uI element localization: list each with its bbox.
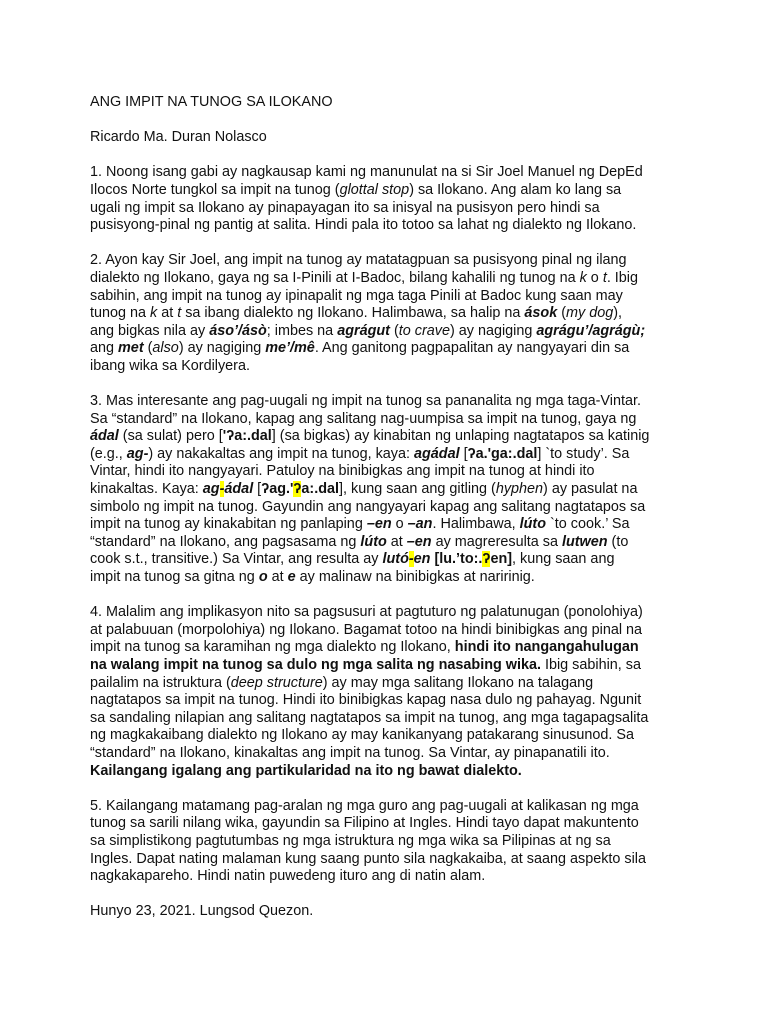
paragraph-gap xyxy=(90,780,728,798)
text-line xyxy=(90,164,728,182)
text-run: o xyxy=(391,516,408,533)
document-body xyxy=(90,94,728,921)
text-run: agrágut xyxy=(337,322,390,339)
text-run: ʔa.'ga:.dal xyxy=(467,445,538,462)
text-run: me’/mê xyxy=(265,340,315,357)
text-run: also xyxy=(152,340,179,357)
text-run: sa simplistikong pagtutumbas ng mga istruktura ng mga wika sa Pilipinas at ng sa xyxy=(90,832,611,849)
text-run: ʔ xyxy=(293,481,302,498)
text-run: - xyxy=(219,481,225,498)
text-run: met xyxy=(118,340,144,357)
text-line xyxy=(90,200,728,218)
text-run: impit na tunog sa karamihan ng mga dialekto ng Ilokano, xyxy=(90,639,455,656)
text-line xyxy=(90,639,728,657)
text-run: t xyxy=(177,305,182,322)
text-run: kinakaltas. Kaya: xyxy=(90,481,203,498)
text-run: ; imbes na xyxy=(266,322,338,339)
text-run: ) sa Ilokano. Ang alam ko lang sa xyxy=(409,181,622,198)
text-run: (to xyxy=(607,533,629,550)
text-run: agrágu’/agrágù; xyxy=(536,322,646,339)
text-run: sa ibang dialekto ng Ilokano. Halimbawa, sa halip na xyxy=(181,305,525,322)
text-run: “standard” na Ilokano, ang pagsasama ng xyxy=(90,533,361,550)
text-run: 1. Noong isang gabi ay nagkausap kami ng manunulat na si Sir Joel Manuel ng DepEd xyxy=(90,164,643,181)
text-line xyxy=(90,551,728,569)
text-line xyxy=(90,763,728,781)
text-run: Vintar, hindi ito nangyayari. Patuloy na binibigkas ang impit na tunog at hindi ito xyxy=(90,463,595,480)
text-run: en xyxy=(413,551,431,568)
text-run: áso’/ásò xyxy=(209,322,267,339)
text-run: . Ibig xyxy=(606,269,639,286)
text-line xyxy=(90,851,728,869)
text-run: , kung saan ang xyxy=(512,551,615,568)
text-run: ( xyxy=(557,305,567,322)
text-run: dialekto ng Ilokano, gaya ng sa I-Pinili at I-Badoc, bilang kahalili ng tunog na xyxy=(90,269,580,286)
text-run: ) ay nagiging xyxy=(178,340,266,357)
text-run: ang xyxy=(90,340,119,357)
text-run: lúto xyxy=(360,533,387,550)
text-run: pailalim na istruktura ( xyxy=(90,674,231,691)
text-line xyxy=(90,604,728,622)
paragraph-gap xyxy=(90,147,728,165)
text-line xyxy=(90,182,728,200)
paragraph-gap xyxy=(90,376,728,394)
text-run: e xyxy=(287,569,296,586)
text-run: ay magreresulta sa xyxy=(431,533,562,550)
text-line xyxy=(90,569,728,587)
text-run: lutwen xyxy=(561,533,608,550)
text-run: impit na tunog sa gitna ng xyxy=(90,569,259,586)
text-run: k xyxy=(150,305,158,322)
text-run: 3. Mas interesante ang pag-uugali ng impit na tunog sa pananalita ng mga taga-Vintar. xyxy=(90,393,641,410)
text-line xyxy=(90,252,728,270)
paragraph-gap xyxy=(90,112,728,130)
text-run: ay malinaw na binibigkas at naririnig. xyxy=(295,569,535,586)
text-run: at xyxy=(267,569,288,586)
text-line xyxy=(90,815,728,833)
text-run: ) ay may mga salitang Ilokano na talagang xyxy=(322,674,594,691)
text-line xyxy=(90,463,728,481)
text-run: Kailangang igalang ang partikularidad na ito ng bawat dialekto. xyxy=(90,762,522,779)
text-run: ádal xyxy=(224,481,254,498)
text-run: “standard” na Ilokano, kinakaltas ang impit na tunog. Sa Vintar, ay pinapanatili ito. xyxy=(90,744,610,761)
text-run: Hunyo 23, 2021. Lungsod Quezon. xyxy=(90,903,314,920)
text-run: 2. Ayon kay Sir Joel, ang impit na tunog ay matatagpuan sa pusisyong pinal ng ilang xyxy=(90,252,627,269)
text-run: (e.g., xyxy=(90,445,127,462)
text-run: nagtatapos sa impit na tunog. Hindi ito binibigkas kapag nasa dulo ng pahayag. Ngunit xyxy=(90,692,642,709)
text-run: . Halimbawa, xyxy=(432,516,520,533)
text-run: [ xyxy=(459,445,468,462)
text-run: lutó xyxy=(382,551,409,568)
text-run: o xyxy=(586,269,603,286)
text-line xyxy=(90,710,728,728)
text-line xyxy=(90,288,728,306)
text-run: t xyxy=(602,269,607,286)
text-run: impit na tunog ay kinakabitan ng panlaping xyxy=(90,516,367,533)
text-run: ( xyxy=(389,322,399,339)
text-line xyxy=(90,798,728,816)
text-line xyxy=(90,323,728,341)
text-line xyxy=(90,657,728,675)
text-line xyxy=(90,727,728,745)
text-run: tunog sa sarili nilang wika, gayundin sa Filipino at Ingles. Hindi tayo dapat makuntento xyxy=(90,815,639,832)
text-run: –en xyxy=(406,533,432,550)
text-run: agádal xyxy=(413,445,460,462)
text-run: ugali ng impit sa Ilokano ay pinapayagan ito sa inisyal na pusisyon pero hindi sa xyxy=(90,199,600,216)
paragraph-gap xyxy=(90,886,728,904)
text-run: tunog na xyxy=(90,305,151,322)
text-run: Ibig sabihin, sa xyxy=(540,657,641,673)
text-run: nagkakapareho. Hindi natin puwedeng ituro ang di natin alam. xyxy=(90,868,486,885)
text-run: en] xyxy=(490,551,513,568)
text-run: 'ʔa:.dal xyxy=(222,428,272,445)
text-run: ) ay nakakaltas ang impit na tunog, kaya: xyxy=(148,445,414,462)
text-run: at xyxy=(157,305,178,322)
text-line xyxy=(90,534,728,552)
text-run: ng magkakaibang dialekto ng Ilokano ay may kanikanyang patakarang sinusunod. Sa xyxy=(90,727,635,744)
text-run: [ xyxy=(253,481,262,498)
text-run: ] `to study’. Sa xyxy=(537,445,630,462)
text-run: a:.dal xyxy=(301,481,340,498)
text-run: 5. Kailangang matamang pag-aralan ng mga guro ang pag-uugali at kalikasan ng mga xyxy=(90,797,639,814)
text-run: ), xyxy=(613,305,623,322)
text-run: hyphen xyxy=(495,481,544,498)
text-run: simbolo ng impit na tunog. Gayundin ang nangyayari kapag ang salitang nagtatapos sa xyxy=(90,498,646,515)
text-run: cook s.t., transitive.) Sa Vintar, ang resulta ay xyxy=(90,551,383,568)
text-run: o xyxy=(258,569,268,586)
text-run: –en xyxy=(366,516,392,533)
text-line xyxy=(90,129,728,147)
text-run: k xyxy=(579,269,587,286)
text-line xyxy=(90,481,728,499)
text-run: at palabuuan (morpolohiya) ng Ilokano. Bagamat totoo na hindi binibigkas ang pinal na xyxy=(90,621,643,638)
text-run: Ricardo Ma. Duran Nolasco xyxy=(90,129,267,146)
text-run: ( xyxy=(143,340,153,357)
text-run: `to cook.’ Sa xyxy=(546,516,630,533)
text-run: to crave xyxy=(398,322,450,339)
paragraph-gap xyxy=(90,235,728,253)
text-line xyxy=(90,833,728,851)
text-line xyxy=(90,622,728,640)
text-run: at xyxy=(386,533,407,550)
text-run: ANG IMPIT NA TUNOG SA ILOKANO xyxy=(90,94,333,110)
text-line xyxy=(90,393,728,411)
text-run: [lu.’to:. xyxy=(430,551,483,568)
text-line xyxy=(90,692,728,710)
text-run: - xyxy=(408,551,414,568)
text-run: ádal xyxy=(90,428,119,445)
text-run: ibang wika sa Kordilyera. xyxy=(90,357,250,374)
text-run: glottal stop xyxy=(339,181,410,198)
text-run: ] (sa bigkas) ay kinabitan ng unlaping nagtatapos sa katinig xyxy=(271,428,650,445)
text-run: lúto xyxy=(519,516,547,533)
text-line xyxy=(90,745,728,763)
text-line xyxy=(90,270,728,288)
text-run: ag xyxy=(202,481,220,498)
text-run: pusisyong-pinal ng pantig at salita. Hindi pala ito totoo sa lahat ng dialekto ng Ilokano. xyxy=(90,217,637,234)
text-run: Sa “standard” na Ilokano, kapag ang salitang nag-uumpisa sa impit na tunog, gaya ng xyxy=(90,410,637,427)
text-line xyxy=(90,340,728,358)
text-line xyxy=(90,428,728,446)
text-run: ag- xyxy=(126,445,149,462)
text-line xyxy=(90,217,728,235)
text-run: ások xyxy=(524,305,558,322)
paragraph-gap xyxy=(90,587,728,605)
text-run: na walang impit na tunog sa dulo ng mga salita ng nasabing wika. xyxy=(90,657,541,673)
text-run: sa sandaling nilapian ang salitang nagtatapos sa impit na tunog, ang mga tagapagsalita xyxy=(90,709,649,726)
text-run: Ingles. Dapat nating malaman kung saang punto sila nagkakaiba, at saang aspekto sila xyxy=(90,850,647,867)
text-line xyxy=(90,94,728,112)
text-run: ) ay pasulat na xyxy=(543,481,638,498)
text-run: my dog xyxy=(566,305,614,322)
text-run: sabihin, ang impit na tunog ay ipinapalit ng mga taga Pinili at Badoc kung saan may xyxy=(90,287,623,304)
text-line xyxy=(90,499,728,517)
text-run: ) ay nagiging xyxy=(449,322,537,339)
text-run: ], kung saan ang gitling ( xyxy=(339,481,496,498)
text-run: ʔag.' xyxy=(261,481,294,498)
text-run: hindi ito nangangahulugan xyxy=(454,639,639,656)
text-run: ang bigkas nila ay xyxy=(90,322,210,339)
text-run: Ilocos Norte tungkol sa impit na tunog ( xyxy=(90,181,340,198)
text-run: deep structure xyxy=(230,674,323,691)
text-line xyxy=(90,358,728,376)
text-line xyxy=(90,411,728,429)
text-run: –an xyxy=(407,516,433,533)
text-line xyxy=(90,446,728,464)
text-run: 4. Malalim ang implikasyon nito sa pagsusuri at pagtuturo ng palatunugan (ponolohiya) xyxy=(90,604,643,621)
text-line xyxy=(90,516,728,534)
text-run: . Ang ganitong pagpapalitan ay nangyayari din sa xyxy=(314,340,630,357)
text-line xyxy=(90,305,728,323)
text-run: ʔ xyxy=(482,551,491,568)
text-line xyxy=(90,903,728,921)
text-line xyxy=(90,675,728,693)
text-run: (sa sulat) pero [ xyxy=(118,428,223,445)
text-line xyxy=(90,868,728,886)
